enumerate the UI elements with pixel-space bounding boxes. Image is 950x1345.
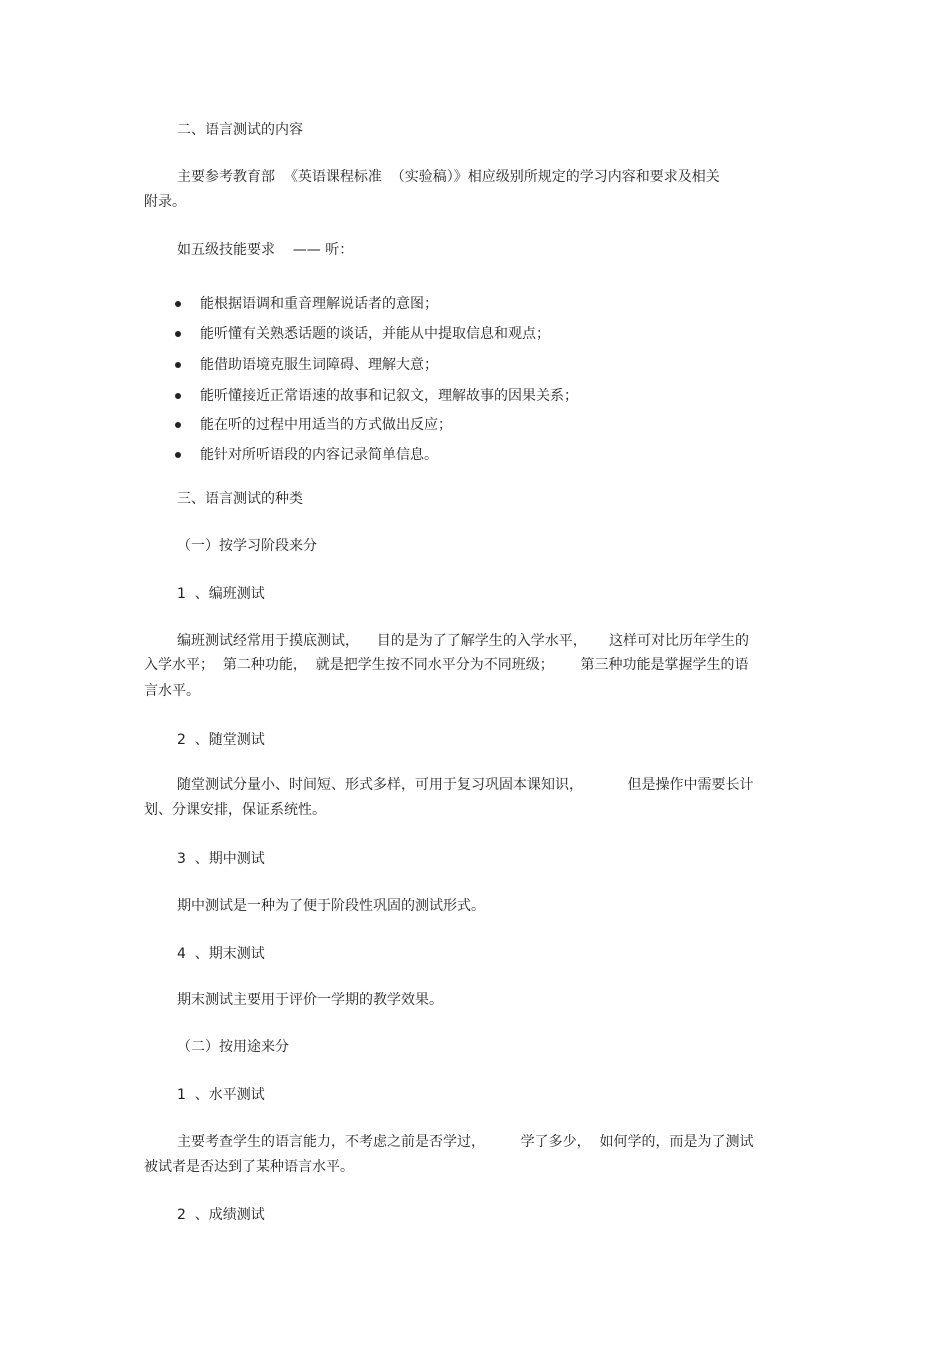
paragraph-line: 主要考查学生的语言能力，不考虑之前是否学过， 学了多少， 如何学的，而是为了测试 xyxy=(177,1134,754,1150)
section-heading-2: 二、语言测试的内容 xyxy=(177,122,303,138)
list-item: 能根据语调和重音理解说话者的意图； xyxy=(200,296,438,312)
bullet-icon xyxy=(175,331,181,337)
item-heading: 1 、编班测试 xyxy=(177,586,265,602)
paragraph-line: 被试者是否达到了某种语言水平。 xyxy=(144,1159,354,1175)
paragraph-line: 言水平。 xyxy=(144,683,200,699)
bullet-icon xyxy=(175,301,181,307)
list-item: 能听懂有关熟悉话题的谈话，并能从中提取信息和观点； xyxy=(200,326,550,342)
paragraph-line: 编班测试经常用于摸底测试， 目的是为了了解学生的入学水平， 这样可对比历年学生的 xyxy=(177,633,750,649)
bullet-icon xyxy=(175,452,181,458)
paragraph-line: 期末测试主要用于评价一学期的教学效果。 xyxy=(177,992,443,1008)
item-heading: 3 、期中测试 xyxy=(177,851,265,867)
paragraph-line: 随堂测试分量小、时间短、形式多样，可用于复习巩固本课知识， 但是操作中需要长计 xyxy=(177,777,754,793)
list-item: 能听懂接近正常语速的故事和记叙文，理解故事的因果关系； xyxy=(200,388,578,404)
item-heading: 1 、水平测试 xyxy=(177,1087,265,1103)
subheading: （一）按学习阶段来分 xyxy=(177,538,317,554)
bullet-icon xyxy=(175,393,181,399)
section-heading-3: 三、语言测试的种类 xyxy=(177,491,303,507)
paragraph-line: 如五级技能要求 —— 听： xyxy=(177,242,354,258)
bullet-icon xyxy=(175,362,181,368)
list-item: 能借助语境克服生词障碍、理解大意； xyxy=(200,357,438,373)
paragraph-line: 入学水平； 第二种功能， 就是把学生按不同水平分为不同班级； 第三种功能是掌握学生的语 xyxy=(144,657,749,673)
paragraph-line: 划、分课安排，保证系统性。 xyxy=(144,802,326,818)
item-heading: 2 、随堂测试 xyxy=(177,732,265,748)
list-item: 能针对所听语段的内容记录简单信息。 xyxy=(200,447,438,463)
paragraph-line: 期中测试是一种为了便于阶段性巩固的测试形式。 xyxy=(177,898,485,914)
item-heading: 2 、成绩测试 xyxy=(177,1207,265,1223)
paragraph-line: 附录。 xyxy=(144,194,186,210)
subheading: （二）按用途来分 xyxy=(177,1039,289,1055)
bullet-icon xyxy=(175,422,181,428)
list-item: 能在听的过程中用适当的方式做出反应； xyxy=(200,417,452,433)
paragraph-line: 主要参考教育部 《英语课程标准 （实验稿）》相应级别所规定的学习内容和要求及相关 xyxy=(177,169,720,185)
item-heading: 4 、期末测试 xyxy=(177,946,265,962)
